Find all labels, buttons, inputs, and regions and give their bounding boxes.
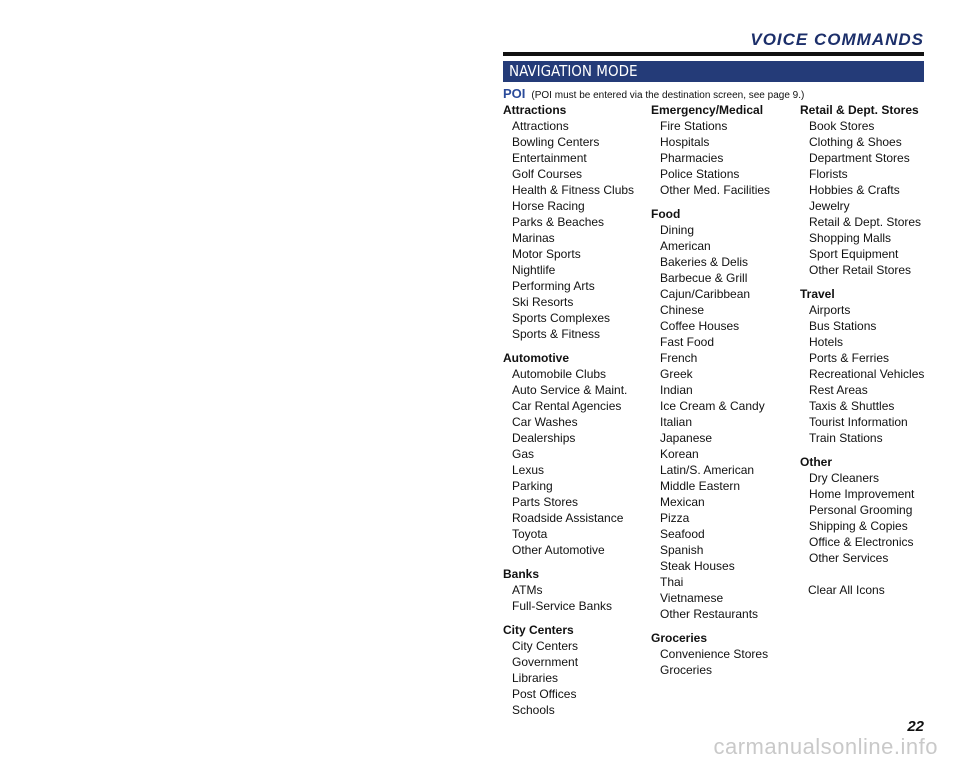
list-item: Full-Service Banks xyxy=(512,599,613,613)
list-item: Fire Stations xyxy=(660,119,728,133)
list-item: Jewelry xyxy=(809,199,850,213)
column-3 xyxy=(800,102,924,598)
list-item: Shipping & Copies xyxy=(809,519,908,533)
column-1 xyxy=(503,102,634,726)
list-item: Health & Fitness Clubs xyxy=(512,183,635,197)
list-item: Sports & Fitness xyxy=(512,327,601,341)
list-item: Department Stores xyxy=(809,151,910,165)
poi-label: POI xyxy=(503,86,526,101)
list-item: Bus Stations xyxy=(809,319,877,333)
category-title: Groceries xyxy=(651,631,708,645)
list-item: Shopping Malls xyxy=(809,231,892,245)
list-item: Spanish xyxy=(660,543,704,557)
category-title: Food xyxy=(651,207,681,221)
list-item: Performing Arts xyxy=(512,279,595,293)
list-item: Hotels xyxy=(809,335,844,349)
list-item: Nightlife xyxy=(512,263,556,277)
column-2 xyxy=(651,102,770,686)
list-item: Rest Areas xyxy=(809,383,868,397)
list-item: Office & Electronics xyxy=(809,535,914,549)
list-item: Personal Grooming xyxy=(809,503,913,517)
list-item: Dealerships xyxy=(512,431,576,445)
list-item: Libraries xyxy=(512,671,559,685)
list-item: Other Restaurants xyxy=(660,607,759,621)
list-item: Middle Eastern xyxy=(660,479,741,493)
list-item: Roadside Assistance xyxy=(512,511,624,525)
list-item: Vietnamese xyxy=(660,591,724,605)
list-item: Mexican xyxy=(660,495,705,509)
list-item: Latin/S. American xyxy=(660,463,755,477)
list-item: Taxis & Shuttles xyxy=(809,399,895,413)
list-item: ATMs xyxy=(512,583,543,597)
list-item: Hobbies & Crafts xyxy=(809,183,900,197)
list-item: Parks & Beaches xyxy=(512,215,605,229)
list-item: Government xyxy=(512,655,579,669)
list-item: Toyota xyxy=(512,527,548,541)
list-item: Pharmacies xyxy=(660,151,724,165)
section-title: VOICE COMMANDS xyxy=(750,30,924,49)
page-number: 22 xyxy=(907,718,924,735)
list-item: French xyxy=(660,351,698,365)
list-item: Golf Courses xyxy=(512,167,583,181)
list-item: Greek xyxy=(660,367,693,381)
list-item: Home Improvement xyxy=(809,487,915,501)
list-item: Hospitals xyxy=(660,135,710,149)
list-item: Chinese xyxy=(660,303,705,317)
list-item: Clothing & Shoes xyxy=(809,135,902,149)
category-title: Banks xyxy=(503,567,540,581)
list-item: Entertainment xyxy=(512,151,587,165)
navigation-mode-bar: NAVIGATION MODE xyxy=(503,61,924,82)
list-item: American xyxy=(660,239,711,253)
category-group xyxy=(800,286,924,446)
list-item: Convenience Stores xyxy=(660,647,769,661)
poi-line xyxy=(503,86,804,101)
list-item: Lexus xyxy=(512,463,545,477)
list-item: Bowling Centers xyxy=(512,135,600,149)
list-item: Other Retail Stores xyxy=(809,263,912,277)
category-title: Attractions xyxy=(503,103,567,117)
list-item: Marinas xyxy=(512,231,555,245)
category-group xyxy=(800,102,924,278)
list-item: Recreational Vehicles xyxy=(809,367,925,381)
list-item: Ports & Ferries xyxy=(809,351,890,365)
list-item: Sports Complexes xyxy=(512,311,611,325)
list-item: Barbecue & Grill xyxy=(660,271,748,285)
list-item: Auto Service & Maint. xyxy=(512,383,628,397)
list-item: Other Services xyxy=(809,551,889,565)
list-item: Korean xyxy=(660,447,699,461)
list-item: Groceries xyxy=(660,663,713,677)
category-group xyxy=(651,206,770,622)
category-title: Automotive xyxy=(503,351,569,365)
list-item: Motor Sports xyxy=(512,247,581,261)
category-group xyxy=(503,566,634,614)
list-item: Car Rental Agencies xyxy=(512,399,622,413)
category-title: Other xyxy=(800,455,833,469)
clear-all-icons-item: Clear All Icons xyxy=(808,583,885,597)
list-item: Pizza xyxy=(660,511,690,525)
list-item: Automobile Clubs xyxy=(512,367,607,381)
list-item: Japanese xyxy=(660,431,713,445)
category-group xyxy=(651,102,770,198)
list-item: Other Automotive xyxy=(512,543,605,557)
category-group xyxy=(651,630,770,678)
list-item: Indian xyxy=(660,383,693,397)
list-item: Parking xyxy=(512,479,553,493)
category-group xyxy=(503,622,634,718)
list-item: Steak Houses xyxy=(660,559,735,573)
list-item: Train Stations xyxy=(809,431,883,445)
category-group xyxy=(503,102,634,342)
list-item: Post Offices xyxy=(512,687,577,701)
list-item: Tourist Information xyxy=(809,415,908,429)
list-item: Retail & Dept. Stores xyxy=(809,215,922,229)
list-item: Dry Cleaners xyxy=(809,471,880,485)
list-item: Ski Resorts xyxy=(512,295,574,309)
watermark: carmanualsonline.info xyxy=(713,734,938,759)
category-title: Retail & Dept. Stores xyxy=(800,103,919,117)
list-item: Schools xyxy=(512,703,555,717)
category-title: Travel xyxy=(800,287,835,301)
list-item: City Centers xyxy=(512,639,579,653)
list-item: Fast Food xyxy=(660,335,715,349)
list-item: Seafood xyxy=(660,527,705,541)
list-item: Police Stations xyxy=(660,167,740,181)
list-item: Car Washes xyxy=(512,415,578,429)
list-item: Bakeries & Delis xyxy=(660,255,749,269)
list-item: Horse Racing xyxy=(512,199,585,213)
list-item: Book Stores xyxy=(809,119,875,133)
category-title: City Centers xyxy=(503,623,574,637)
list-item: Thai xyxy=(660,575,684,589)
list-item: Airports xyxy=(809,303,851,317)
category-title: Emergency/Medical xyxy=(651,103,764,117)
poi-note: (POI must be entered via the destination screen, see page 9.) xyxy=(531,90,805,101)
list-item: Ice Cream & Candy xyxy=(660,399,765,413)
list-item: Dining xyxy=(660,223,695,237)
header-rule xyxy=(503,52,924,56)
list-item: Coffee Houses xyxy=(660,319,740,333)
category-group xyxy=(503,350,634,558)
list-item: Attractions xyxy=(512,119,569,133)
list-item: Other Med. Facilities xyxy=(660,183,771,197)
list-item: Florists xyxy=(809,167,848,181)
list-item: Cajun/Caribbean xyxy=(660,287,751,301)
list-item: Sport Equipment xyxy=(809,247,899,261)
list-item: Italian xyxy=(660,415,693,429)
list-item: Gas xyxy=(512,447,535,461)
list-item: Parts Stores xyxy=(512,495,579,509)
category-group xyxy=(800,454,924,566)
